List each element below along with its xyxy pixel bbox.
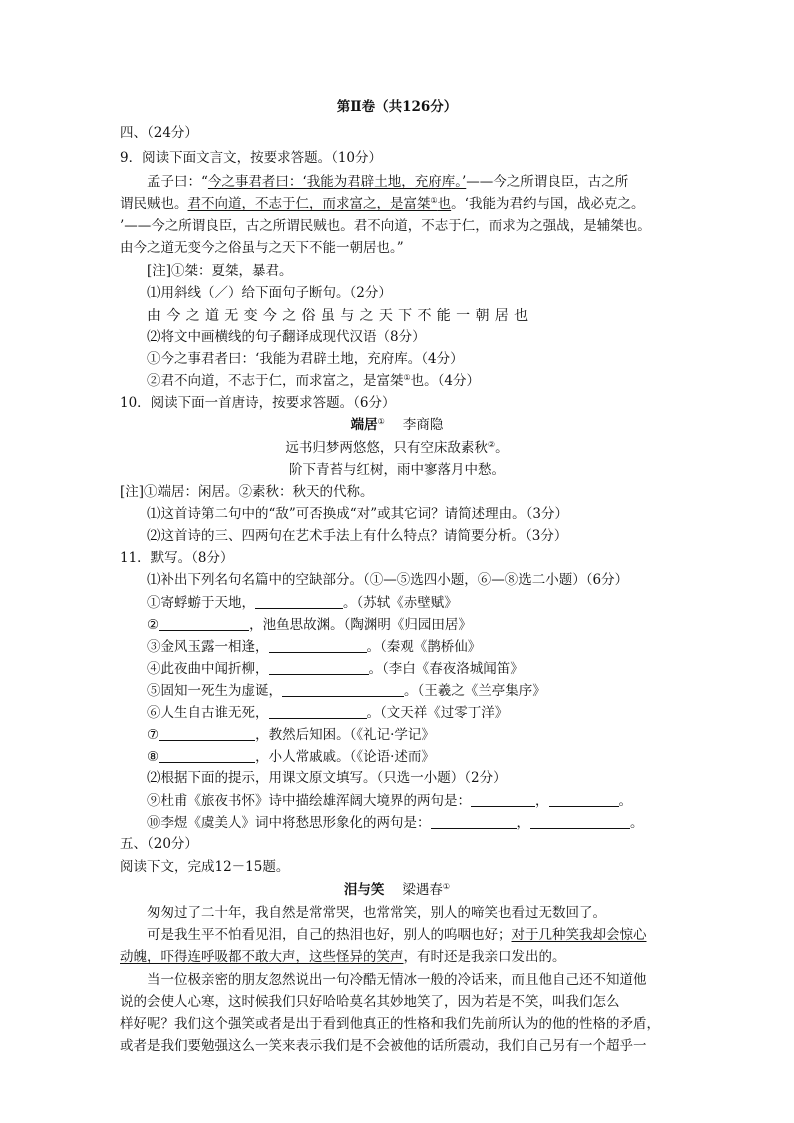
essay-heading xyxy=(0,884,794,898)
poem-line-1: 远书归梦两悠悠，只有空床敌素秋②。 xyxy=(285,440,509,456)
fill-item-4: ④此夜曲中闻折柳， 。（李白《春夜洛城闻笛》 xyxy=(147,661,524,677)
essay-line-3: 动魄，吓得连呼吸都不敢大声，这些怪异的笑声，有时还是我亲口发出的。 xyxy=(120,949,566,965)
q9-passage-line-1: 孟子曰：“今之事君者曰：‘我能为君辟土地，充府库。’——今之所谓良臣，古之所 xyxy=(147,174,629,190)
q11-stem: 11．默写。（8分） xyxy=(120,550,234,566)
q9-passage-line-3: ’——今之所谓良臣，古之所谓民贼也。君不向道，不志于仁，而求为之强战，是辅桀也。 xyxy=(120,218,651,234)
essay-line-2: 可是我生平不怕看见泪，自己的热泪也好，别人的呜咽也好；对于几种笑我却会惊心 xyxy=(147,927,647,943)
section-heading-4: 四、（24分） xyxy=(120,125,198,141)
section5-intro: 阅读下文，完成12－15题。 xyxy=(120,859,290,875)
q11-sub2: ⑵根据下面的提示，用课文原文填写。（只选一小题）（2分） xyxy=(147,770,507,786)
fill-item-10: ⑩李煜《虞美人》词中将愁思形象化的两句是： ， 。 xyxy=(147,815,644,831)
answer-blank xyxy=(159,750,255,763)
q9-sub2-item-2: ②君不向道，不志于仁，而求富之，是富桀①也。（4分） xyxy=(147,373,481,389)
q9-sub1-sentence: 由今之道无变今之俗虽与之天下不能一朝居也 xyxy=(147,308,534,324)
q9-sub2: ⑵将文中画横线的句子翻译成现代汉语（8分） xyxy=(147,329,426,345)
poem-title: 端居 xyxy=(350,417,378,433)
essay-line-6: 样好呢？我们这个强笑或者是出于看到他真正的性格和我们先前所认为的他的性格的矛盾， xyxy=(120,1016,660,1032)
q9-sub2-item-1: ①今之事君者曰：‘我能为君辟土地，充府库。（4分） xyxy=(147,351,464,367)
essay-line-7: 或者是我们要勉强这么一笑来表示我们是不会被他的话所震动，我们自己另有一个超乎一 xyxy=(120,1038,647,1054)
fill-item-8: ⑧ ，小人常戚戚。（《论语·述而》 xyxy=(147,749,435,765)
answer-blank xyxy=(530,816,630,829)
footnote-marker: ② xyxy=(487,440,496,449)
footnote-marker: ① xyxy=(377,417,385,426)
essay-underlined-sentence: 对于几种笑我却会惊心 xyxy=(511,927,647,943)
q11-sub1: ⑴补出下列名句名篇中的空缺部分。（①—⑤选四小题，⑥—⑧选二小题）（6分） xyxy=(147,572,629,588)
q10-sub1: ⑴这首诗第二句中的“敌”可否换成“对”或其它词？请简述理由。（3分） xyxy=(147,506,568,522)
page-title: 第Ⅱ卷（共126分） xyxy=(336,99,458,115)
essay-line-4: 当一位极亲密的朋友忽然说出一句冷酷无情冰一般的冷话来，而且他自己还不知道他 xyxy=(147,972,647,988)
q9-passage-line-4: 由今之道无变今之俗虽与之天下不能一朝居也。” xyxy=(120,240,404,256)
essay-author: 梁遇春 xyxy=(402,882,443,898)
essay-title: 泪与笑 xyxy=(343,882,385,898)
footnote-marker: ① xyxy=(430,196,438,205)
answer-blank xyxy=(549,794,619,807)
q9-underlined-sentence-1: 今之事君者曰：‘我能为君辟土地，充府库。’ xyxy=(207,174,467,190)
essay-line-5: 说的会使人心寒，这时候我们只好哈哈莫名其妙地笑了，因为若是不笑，叫我们怎么 xyxy=(120,994,620,1010)
q9-note: [注]①桀：夏桀，暴君。 xyxy=(147,263,293,279)
fill-item-1: ①寄蜉蝣于天地， 。（苏轼《赤壁赋》 xyxy=(147,595,458,611)
fill-item-9: ⑨杜甫《旅夜书怀》诗中描绘雄浑阔大境界的两句是： ， 。 xyxy=(147,793,632,809)
essay-line-1: 匆匆过了二十年，我自然是常常哭，也常常笑，别人的啼笑也看过无数回了。 xyxy=(147,905,606,921)
answer-blank xyxy=(159,728,255,741)
answer-blank xyxy=(269,706,367,719)
answer-blank xyxy=(269,640,367,653)
answer-blank xyxy=(282,684,404,697)
answer-blank xyxy=(255,596,343,609)
essay-underlined-sentence: 动魄，吓得连呼吸都不敢大声，这些怪异的笑声 xyxy=(120,949,404,965)
footnote-marker: ① xyxy=(442,882,451,891)
q10-poem-heading xyxy=(0,419,794,433)
fill-item-3: ③金风玉露一相逢， 。（秦观《鹊桥仙》 xyxy=(147,639,482,655)
fill-item-7: ⑦ ，教然后知困。（《礼记·学记》 xyxy=(147,727,435,743)
section-heading-5: 五、（20分） xyxy=(120,836,198,852)
fill-item-5: ⑤固知一死生为虚诞， 。（王羲之《兰亭集序》 xyxy=(147,683,546,699)
fill-item-2: ② ，池鱼思故渊。（陶渊明《归园田居》 xyxy=(147,617,472,633)
q9-stem: 9．阅读下面文言文，按要求答题。（10分） xyxy=(120,150,383,166)
poem-line-2: 阶下青苔与红树，雨中寥落月中愁。 xyxy=(289,462,505,478)
footnote-marker: ① xyxy=(403,373,411,382)
q9-underlined-sentence-2: 君不向道，不志于仁，而求富之，是富桀①也 xyxy=(187,196,452,212)
answer-blank xyxy=(431,816,517,829)
answer-blank xyxy=(471,794,535,807)
q10-note: [注]①端居：闲居。②素秋：秋天的代称。 xyxy=(120,484,374,500)
q9-passage-line-2: 谓民贼也。君不向道，不志于仁，而求富之，是富桀①也。‘我能为君约与国，战必克之。 xyxy=(120,196,645,212)
poem-author: 李商隐 xyxy=(402,417,444,433)
q10-sub2: ⑵这首诗的三、四两句在艺术手法上有什么特点？请简要分析。（3分） xyxy=(147,528,568,544)
q10-stem: 10．阅读下面一首唐诗，按要求答题。（6分） xyxy=(120,395,396,411)
q9-sub1: ⑴用斜线（／）给下面句子断句。（2分） xyxy=(147,285,392,301)
answer-blank xyxy=(269,662,369,675)
fill-item-6: ⑥人生自古谁无死， 。（文天祥《过零丁洋》 xyxy=(147,705,509,721)
answer-blank xyxy=(159,618,249,631)
